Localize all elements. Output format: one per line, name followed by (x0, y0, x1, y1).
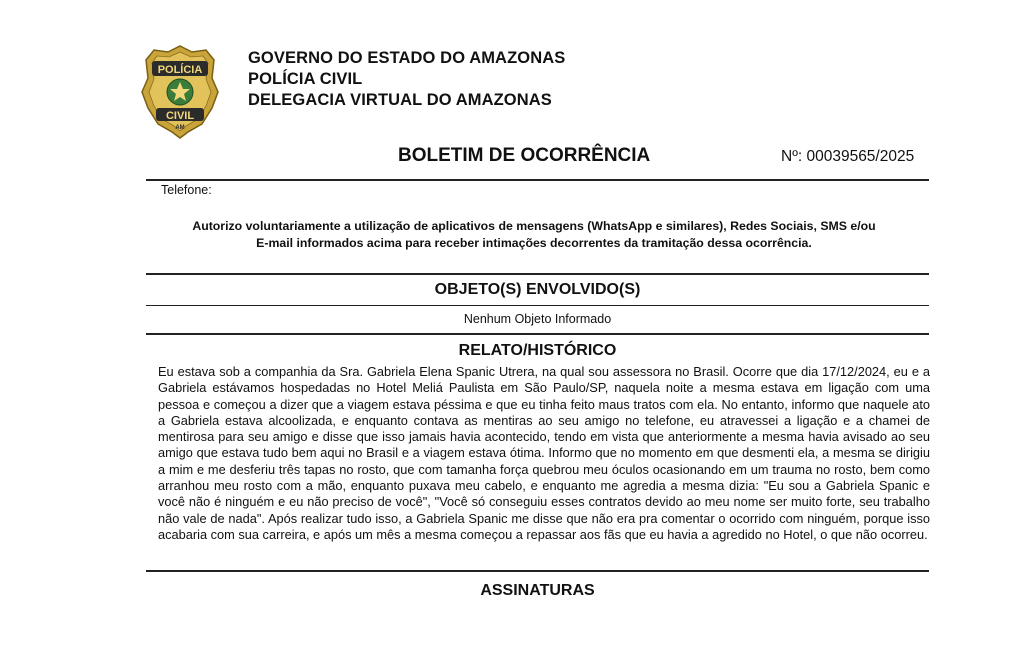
document-number: Nº: 00039565/2025 (781, 148, 915, 165)
divider (146, 305, 929, 306)
header-office: DELEGACIA VIRTUAL DO AMAZONAS (248, 91, 552, 109)
consent-line-1: Autorizo voluntariamente a utilização de aplicativos de mensagens (WhatsApp e similares), Redes Sociais, SMS e/ou (192, 219, 876, 233)
objects-heading: OBJETO(S) ENVOLVIDO(S) (434, 281, 641, 298)
document-header (248, 48, 565, 111)
header-government: GOVERNO DO ESTADO DO AMAZONAS (248, 49, 566, 67)
divider (146, 570, 929, 572)
divider (146, 179, 929, 181)
badge-state-text: AM (175, 125, 185, 131)
report-heading: RELATO/HISTÓRICO (458, 342, 617, 359)
divider (146, 333, 929, 335)
phone-label: Telefone: (161, 183, 212, 197)
badge-top-text: POLÍCIA (157, 64, 203, 76)
header-police: POLÍCIA CIVIL (248, 70, 363, 88)
consent-line-2: E-mail informados acima para receber intimações decorrentes da tramitação dessa ocorrência. (256, 236, 812, 250)
document-title: BOLETIM DE OCORRÊNCIA (398, 145, 651, 166)
divider (146, 273, 929, 275)
report-text: Eu estava sob a companhia da Sra. Gabriela Elena Spanic Utrera, na qual sou assessora no Brasil. Ocorre que dia 17/12/2024, eu e a Gabriela estávamos hospedadas no Hotel Meliá Paulista em São Paulo/SP, naquela noite a mesma estava em ligação com uma pessoa e começou a dizer que a viagem estava péssima e que eu tinha feito maus tratos com ela. No entanto, informo que naquele ato a Gabriela estava alcoolizada, e enquanto contava as mentiras ao seu amigo no telefone, eu atravessei a ligação e a chamei de mentirosa para seu amigo e disse que isso jamais havia acontecido, tendo em vista que anteriormente a mesma havia avisado ao seu amigo que estava tudo bem aqui no Brasil e a viagem estava ótima. Informo que no momento em que desmenti ela, a mesma se dirigiu a mim e me desferiu três tapas no rosto, que com tamanha força quebrou meu óculos ocasionando em um trauma no rosto, bem como arranhou meu rosto com a mão, enquanto puxava meu cabelo, e enquanto me agredia a mesma dizia: "Eu sou a Gabriela Spanic e você não é ninguém e eu não preciso de você", "Você só conseguiu esses contratos devido ao meu nome ser muito forte, seu trabalho não vale de nada". Após realizar tudo isso, a Gabriela Spanic me disse que não era pra comentar o ocorrido com ninguém, porque isso acabaria com sua carreira, e após um mês a mesma começou a repassar aos fãs que eu havia a agredido no Hotel, o que não ocorreu. (158, 364, 930, 542)
consent-statement (146, 218, 922, 252)
signatures-heading: ASSINATURAS (480, 582, 595, 599)
badge-bottom-text: CIVIL (165, 110, 195, 122)
objects-text: Nenhum Objeto Informado (463, 312, 612, 326)
policia-civil-badge-logo (140, 44, 220, 140)
